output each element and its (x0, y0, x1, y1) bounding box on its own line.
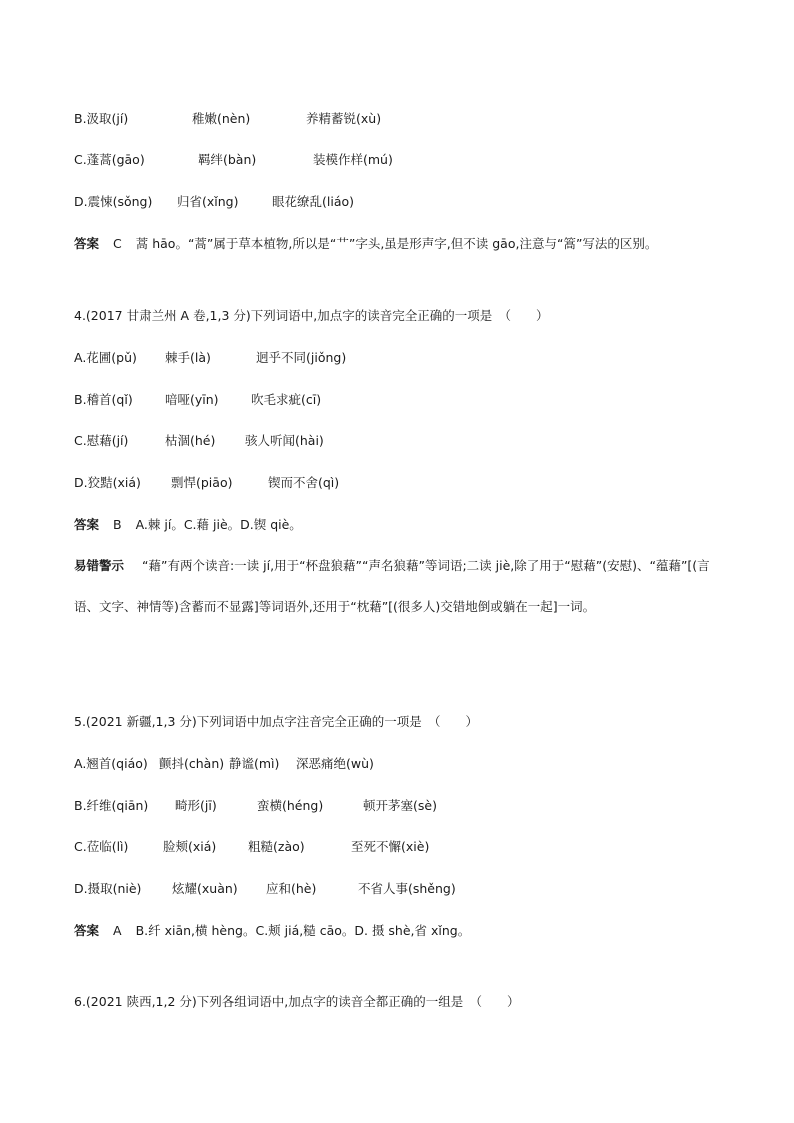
q3-c-1: C.蓬蒿(gāo) (74, 152, 145, 167)
q4-a-2: 棘手(là) (165, 350, 211, 365)
q4-option-b (74, 391, 321, 409)
q4-a-3: 迥乎不同(jiǒng) (256, 350, 347, 365)
q5-option-a (74, 755, 374, 773)
q4-option-a (74, 349, 346, 367)
warning-label: 易错警示 (74, 558, 125, 573)
answer-label: 答案 (74, 236, 100, 251)
q3-b-3: 养精蓄锐(xù) (306, 111, 382, 126)
q5-d-1: D.摄取(niè) (74, 881, 142, 896)
warning-text: “藉”有两个读音:一读 jí,用于“杯盘狼藉”“声名狼藉”等词语;二读 jiè,除了用于“慰藉”(安慰)、“蕴藉”[(言语、文字、神情等)含蓄而不显露]等词语外,还用于“枕藉”[(很多人)交错地倒或躺在一起]一词。 (74, 558, 710, 614)
answer-text: B.纤 xiān,横 hèng。C.颊 jiá,糙 cāo。D. 摄 shè,省 xǐng。 (135, 923, 471, 938)
q3-option-b (74, 110, 381, 128)
q4-stem: 4.(2017 甘肃兰州 A 卷,1,3 分)下列词语中,加点字的读音完全正确的一项是 （ ） (74, 308, 549, 323)
q6-stem: 6.(2021 陕西,1,2 分)下列各组词语中,加点字的读音全都正确的一组是 （ ） (74, 994, 520, 1009)
q5-a-2: 颤抖(chàn) (159, 756, 225, 771)
q5-c-4: 至死不懈(xiè) (351, 839, 430, 854)
q4-answer (74, 516, 302, 534)
q5-a-3: 静谧(mì) (229, 756, 280, 771)
q3-d-1: D.震悚(sǒng) (74, 194, 153, 209)
q3-c-3: 装模作样(mú) (313, 152, 393, 167)
q4-c-1: C.慰藉(jí) (74, 433, 129, 448)
q5-option-b (74, 797, 437, 815)
q5-option-c (74, 838, 429, 856)
q4-d-2: 剽悍(piāo) (171, 475, 233, 490)
q3-option-c (74, 151, 393, 169)
q3-b-1: B.汲取(jí) (74, 111, 129, 126)
q5-d-3: 应和(hè) (266, 881, 317, 896)
q4-c-3: 骇人听闻(hài) (245, 433, 324, 448)
q3-b-2: 稚嫩(nèn) (192, 111, 251, 126)
q5-c-1: C.莅临(lì) (74, 839, 129, 854)
q5-d-4: 不省人事(shěng) (358, 881, 456, 896)
answer-text: A.棘 jí。C.藉 jiè。D.锲 qiè。 (135, 517, 302, 532)
q4-d-3: 锲而不舍(qì) (268, 475, 340, 490)
q4-b-3: 吹毛求疵(cī) (251, 392, 322, 407)
answer-letter: A (113, 923, 122, 938)
q5-c-3: 粗糙(zào) (248, 839, 305, 854)
q5-b-4: 顿开茅塞(sè) (363, 798, 437, 813)
q3-option-d (74, 193, 354, 211)
q5-b-2: 畸形(jī) (175, 798, 217, 813)
q4-d-1: D.狡黠(xiá) (74, 475, 141, 490)
q4-a-1: A.花圃(pǔ) (74, 350, 137, 365)
answer-letter: B (113, 517, 122, 532)
q4-warning (74, 545, 722, 627)
q5-a-1: A.翘首(qiáo) (74, 756, 148, 771)
q4-c-2: 枯涸(hé) (165, 433, 216, 448)
q5-a-4: 深恶痛绝(wù) (296, 756, 374, 771)
answer-letter: C (113, 236, 122, 251)
q3-d-2: 归省(xǐng) (177, 194, 239, 209)
q4-option-d (74, 474, 339, 492)
q3-answer (74, 235, 657, 253)
q5-option-d (74, 880, 456, 898)
q5-c-2: 脸颊(xiá) (163, 839, 217, 854)
q3-d-3: 眼花缭乱(liáo) (272, 194, 355, 209)
q3-c-2: 羁绊(bàn) (198, 152, 257, 167)
q4-option-c (74, 432, 324, 450)
q4-b-1: B.稽首(qǐ) (74, 392, 133, 407)
answer-label: 答案 (74, 923, 100, 938)
q5-answer (74, 922, 470, 940)
q4-b-2: 喑哑(yīn) (165, 392, 219, 407)
answer-label: 答案 (74, 517, 100, 532)
q5-b-1: B.纤维(qiān) (74, 798, 149, 813)
answer-text: 蒿 hāo。“蒿”属于草本植物,所以是“艹”字头,虽是形声字,但不读 gāo,注意与“篙”写法的区别。 (135, 236, 658, 251)
q5-b-3: 蛮横(héng) (257, 798, 324, 813)
q5-d-2: 炫耀(xuàn) (172, 881, 238, 896)
q5-stem: 5.(2021 新疆,1,3 分)下列词语中加点字注音完全正确的一项是 （ ） (74, 714, 479, 729)
